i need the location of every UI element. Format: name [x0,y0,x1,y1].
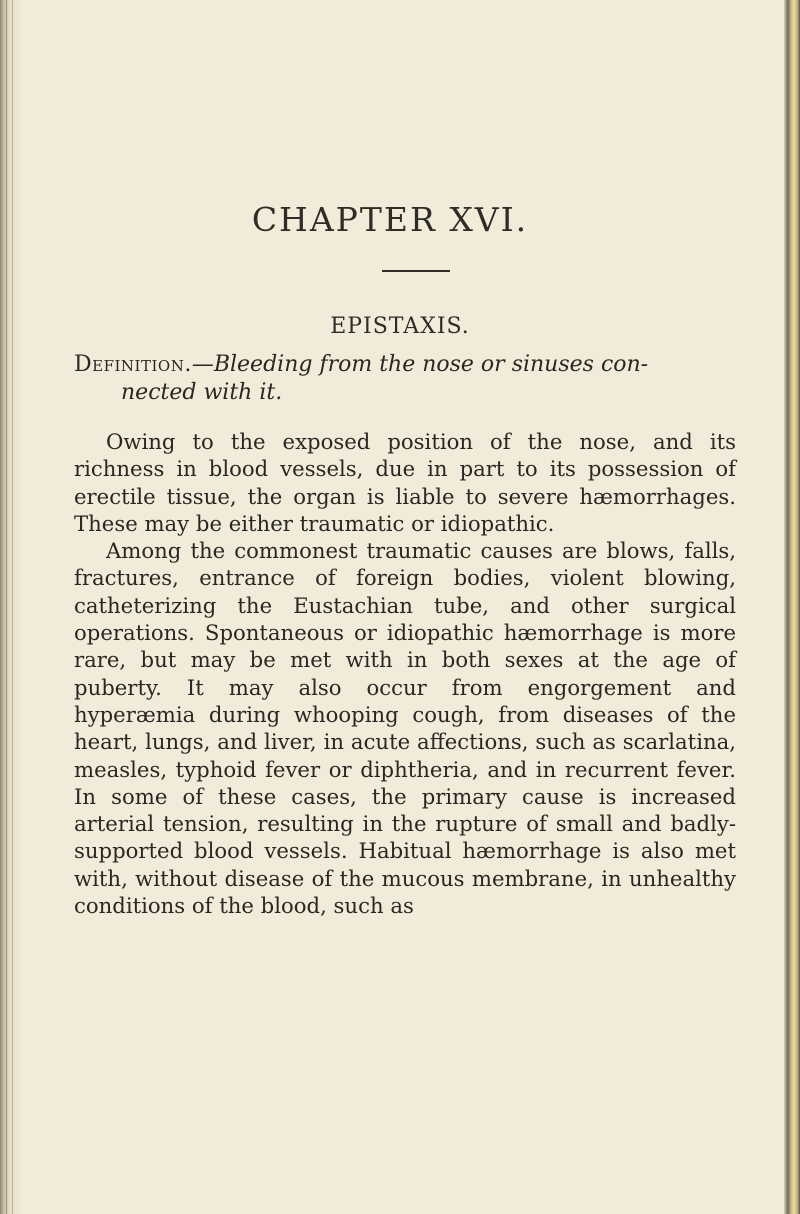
definition-text-line1: —Bleeding from the nose or sinuses con- [191,352,649,377]
body-text [74,428,736,919]
book-gutter [0,0,20,1214]
chapter-subtitle: EPISTAXIS. [330,314,470,339]
book-edge-right [784,0,800,1214]
gutter-line [12,0,13,1214]
chapter-heading: CHAPTER XVI. [251,200,529,239]
gutter-line [6,0,7,1214]
heading-rule [382,270,450,272]
paragraph: Owing to the exposed position of the nose, and its richness in blood vessels, due in part to its possession of erectile tissue, the organ is liable to severe hæmorrhages. These may be either traumatic or idiopathic. [74,429,736,536]
paragraph: Among the commonest traumatic causes are blows, falls, fractures, entrance of foreign bodies, violent blowing, catheterizing the Eustachian tube, and other surgical operations. Spontaneous or idiopathic hæmorrhage is more rare, but may be met with in both sexes at the age of puberty. It may also occur from engorgement and hyperæmia during whooping cough, from diseases of the heart, lungs, and liver, in acute affections, such as scarlatina, measles, typhoid fever or diphtheria, and in recurrent fever. In some of these cases, the primary cause is increased arterial tension, resulting in the rupture of small and badly-supported blood vessels. Habitual hæmorrhage is also met with, without disease of the mucous membrane, in unhealthy conditions of the blood, such as [74,538,736,919]
definition-block [74,351,754,407]
definition-text-line2: nected with it. [121,380,283,405]
definition-label: Definition. [74,352,192,377]
book-page [20,0,784,1214]
